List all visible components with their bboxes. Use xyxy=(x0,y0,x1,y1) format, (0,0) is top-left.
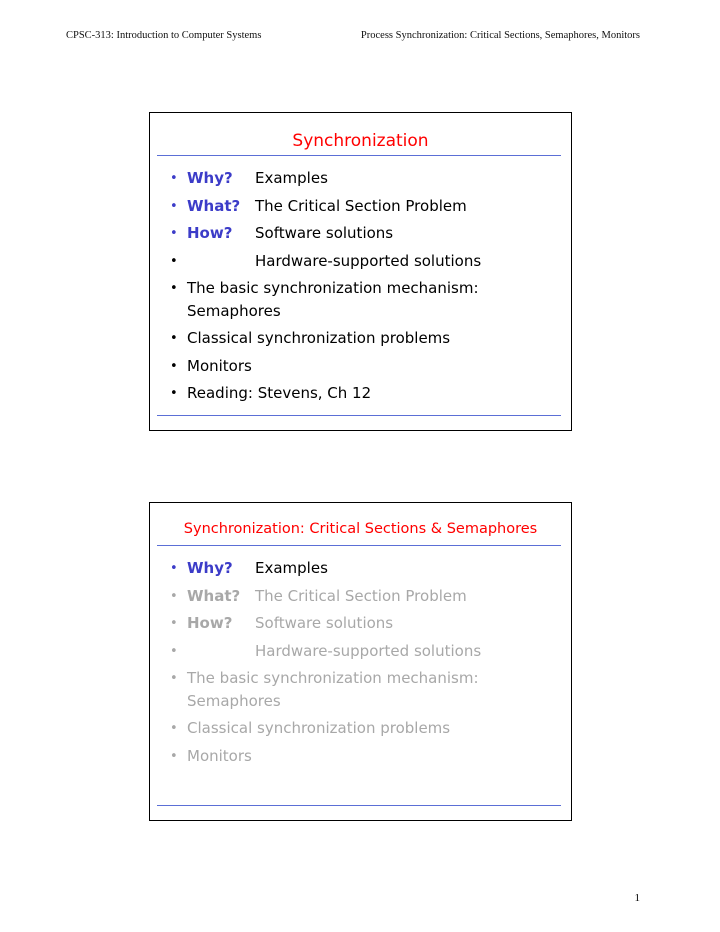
bullet-list xyxy=(170,557,561,772)
list-item xyxy=(170,277,561,323)
list-item xyxy=(170,557,561,580)
bullet-icon: • xyxy=(170,561,178,576)
bullet-icon: • xyxy=(170,616,178,631)
bullet-icon: • xyxy=(170,331,178,346)
bullet-text: Examples xyxy=(255,169,328,187)
list-item xyxy=(170,250,561,273)
bullet-text: Examples xyxy=(255,559,328,577)
bullet-text: The Critical Section Problem xyxy=(255,586,467,605)
list-item xyxy=(170,585,561,608)
bullet-text: Classical synchronization problems xyxy=(187,719,451,737)
list-item xyxy=(170,612,561,635)
header-topic: Process Synchronization: Critical Sections, Semaphores, Monitors xyxy=(360,30,640,41)
bullet-text: The basic synchronization mechanism: Semaphores xyxy=(187,669,479,710)
bullet-icon: • xyxy=(170,671,178,686)
title-divider xyxy=(157,545,561,546)
slide-title: Synchronization: Critical Sections & Semaphores xyxy=(183,521,538,537)
bullet-keyword: What? xyxy=(187,196,241,215)
bullet-icon: • xyxy=(170,358,178,374)
bullet-text: The Critical Section Problem xyxy=(255,196,467,215)
bullet-icon: • xyxy=(170,226,178,241)
bullet-keyword: How? xyxy=(187,614,233,632)
list-item xyxy=(170,717,561,740)
bullet-text: Software solutions xyxy=(255,224,394,242)
bullet-keyword: Why? xyxy=(187,559,233,577)
bullet-icon: • xyxy=(170,253,178,269)
bullet-text: The basic synchronization mechanism: Semaphores xyxy=(187,279,479,320)
slide-synchronization-overview xyxy=(149,112,572,431)
list-item xyxy=(170,667,561,713)
bullet-icon: • xyxy=(170,171,178,186)
bullet-icon: • xyxy=(170,588,178,604)
list-item xyxy=(170,327,561,350)
footer-divider xyxy=(157,805,561,806)
list-item xyxy=(170,222,561,245)
bullet-text: Monitors xyxy=(187,356,252,375)
bullet-keyword: Why? xyxy=(187,169,233,187)
list-item xyxy=(170,195,561,218)
page-header xyxy=(66,30,640,41)
list-item xyxy=(170,745,561,768)
title-divider xyxy=(157,155,561,156)
bullet-text: Reading: Stevens, Ch 12 xyxy=(187,384,372,402)
bullet-icon: • xyxy=(170,281,178,296)
bullet-list xyxy=(170,167,561,410)
list-item xyxy=(170,355,561,378)
bullet-icon: • xyxy=(170,721,178,736)
page-number: 1 xyxy=(634,892,640,904)
bullet-text: Hardware-supported solutions xyxy=(255,251,482,270)
list-item xyxy=(170,640,561,663)
bullet-icon: • xyxy=(170,198,178,214)
bullet-text: Software solutions xyxy=(255,614,394,632)
slide-critical-sections-semaphores xyxy=(149,502,572,821)
list-item xyxy=(170,167,561,190)
bullet-keyword: How? xyxy=(187,224,233,242)
bullet-icon: • xyxy=(170,748,178,764)
bullet-text: Classical synchronization problems xyxy=(187,329,451,347)
bullet-text: Hardware-supported solutions xyxy=(255,641,482,660)
list-item xyxy=(170,382,561,405)
footer-divider xyxy=(157,415,561,416)
header-course: CPSC-313: Introduction to Computer Systems xyxy=(66,30,262,41)
bullet-keyword: What? xyxy=(187,586,241,605)
slide-title: Synchronization xyxy=(292,131,429,151)
bullet-icon: • xyxy=(170,643,178,659)
bullet-text: Monitors xyxy=(187,746,252,765)
bullet-icon: • xyxy=(170,386,178,401)
